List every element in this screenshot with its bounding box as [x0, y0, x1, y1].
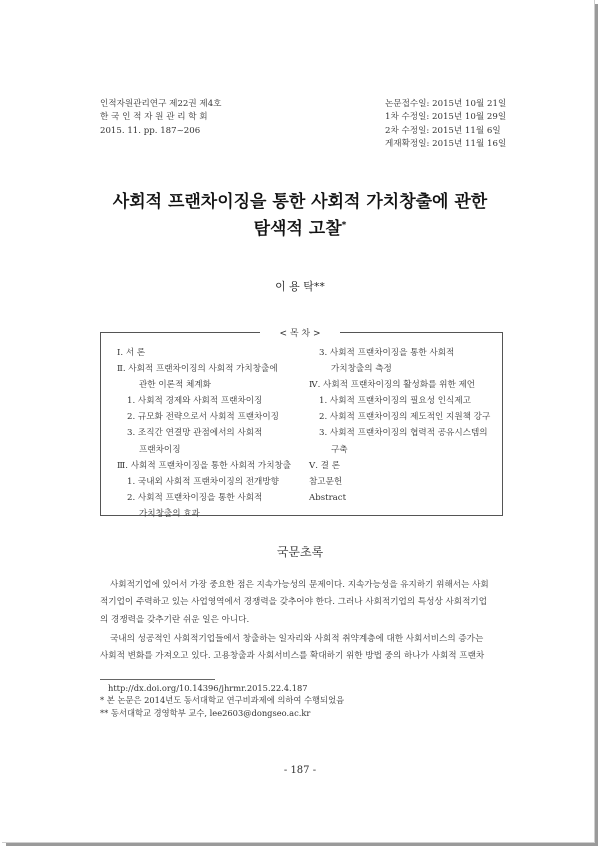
paper-title-line-2	[0, 214, 600, 239]
submission-dates	[385, 98, 535, 151]
issue-pages: 2015. 11. pp. 187~206	[100, 125, 201, 136]
toc-item: 3. 사회적 프랜차이징을 통한 사회적	[319, 348, 455, 358]
toc-item: Abstract	[309, 492, 347, 503]
toc-top-rule-right	[340, 332, 502, 333]
footnote-rule	[100, 679, 215, 680]
toc-item: 프랜차이징	[139, 444, 181, 455]
author-affiliation-note: ** 동서대학교 경영학부 교수, lee2603@dongseo.ac.kr	[100, 708, 311, 718]
abstract-paragraph-2	[100, 631, 501, 666]
doi-link[interactable]: http://dx.doi.org/10.14396/jhrmr.2015.22.4.187	[108, 683, 308, 693]
toc-item: 2. 사회적 프랜차이징을 통한 사회적	[127, 492, 263, 503]
revised-date-1: 1차 수정일: 2015년 10월 29일	[385, 112, 507, 123]
toc-heading: < 목 차 >	[279, 329, 321, 339]
journal-name: 인적자원관리연구 제22권 제4호	[100, 99, 222, 109]
toc-item: 2. 규모화 전략으로서 사회적 프랜차이징	[127, 412, 279, 423]
journal-info	[100, 98, 222, 138]
toc-item: 1. 사회적 프랜차이징의 필요성 인식제고	[319, 396, 471, 407]
funding-note: * 본 논문은 2014년도 동서대학교 연구비과제에 의하여 수행되었음	[100, 695, 345, 705]
abstract-line: 사회적 변화를 가져오고 있다. 고용창출과 사회서비스를 확대하기 위한 방법 중의 하나가 사회적 프랜차	[100, 651, 485, 662]
page-number: - 187 -	[283, 765, 317, 776]
received-date: 논문접수일: 2015년 10월 21일	[385, 99, 507, 109]
toc-item: Ⅲ. 사회적 프랜차이징을 통한 사회적 가치창출	[117, 460, 292, 471]
abstract-line: 국내의 성공적인 사회적기업들에서 창출하는 일자리와 사회적 취약계층에 대한 사회서비스의 증가는	[110, 634, 484, 644]
toc-item: 가치창출의 효과	[139, 508, 200, 519]
accepted-date: 게재확정일: 2015년 11월 16일	[385, 138, 507, 149]
toc-item: 구축	[331, 444, 348, 455]
title-footnote-mark: *	[341, 220, 347, 231]
page-shadow-right	[595, 4, 598, 846]
toc-item: 관한 이론적 체계화	[139, 380, 211, 391]
toc-item: 3. 사회적 프랜차이징의 협력적 공유시스템의	[319, 428, 488, 439]
toc-item: Ⅴ. 결 론	[309, 460, 341, 471]
toc-item: 3. 조직간 연결망 관점에서의 사회적	[127, 428, 263, 439]
toc-item: 1. 사회적 경제와 사회적 프랜차이징	[127, 396, 263, 407]
society-name: 한 국 인 적 자 원 관 리 학 회	[100, 112, 208, 123]
author-name: 이 용 탁**	[275, 280, 325, 293]
toc-item: Ⅳ. 사회적 프랜차이징의 활성화를 위한 제언	[309, 380, 476, 391]
toc-top-rule-left	[100, 332, 260, 333]
toc-left-column	[117, 345, 307, 522]
paper-title-line-1: 사회적 프랜차이징을 통한 사회적 가치창출에 관한	[112, 192, 488, 212]
toc-item: Ⅱ. 사회적 프랜차이징의 사회적 가치창출에	[117, 364, 278, 375]
toc-item: Ⅰ. 서 론	[117, 348, 146, 358]
toc-item: 1. 국내외 사회적 프랜차이징의 전개방향	[127, 476, 279, 487]
abstract-paragraph-1	[100, 577, 501, 629]
toc-right-column	[309, 345, 499, 506]
paper-title-text: 탐색적 고찰	[253, 219, 342, 239]
page-shadow-bottom	[6, 843, 598, 846]
abstract-line: 의 경쟁력을 갖추기란 쉬운 일은 아니다.	[100, 614, 250, 625]
toc-item: 참고문헌	[309, 476, 343, 487]
abstract-line: 적기업이 주력하고 있는 사업영역에서 경쟁력을 갖추어야 한다. 그러나 사회적기업의 특성상 사회적기업	[100, 597, 488, 608]
toc-item: 2. 사회적 프랜차이징의 제도적인 지원책 강구	[319, 412, 491, 423]
abstract-line: 사회적기업에 있어서 가장 중요한 점은 지속가능성의 문제이다. 지속가능성을 유지하기 위해서는 사회	[110, 580, 489, 590]
abstract-title: 국문초록	[276, 545, 324, 559]
toc-item: 가치창출의 측정	[331, 364, 392, 375]
revised-date-2: 2차 수정일: 2015년 11월 6일	[385, 125, 501, 136]
